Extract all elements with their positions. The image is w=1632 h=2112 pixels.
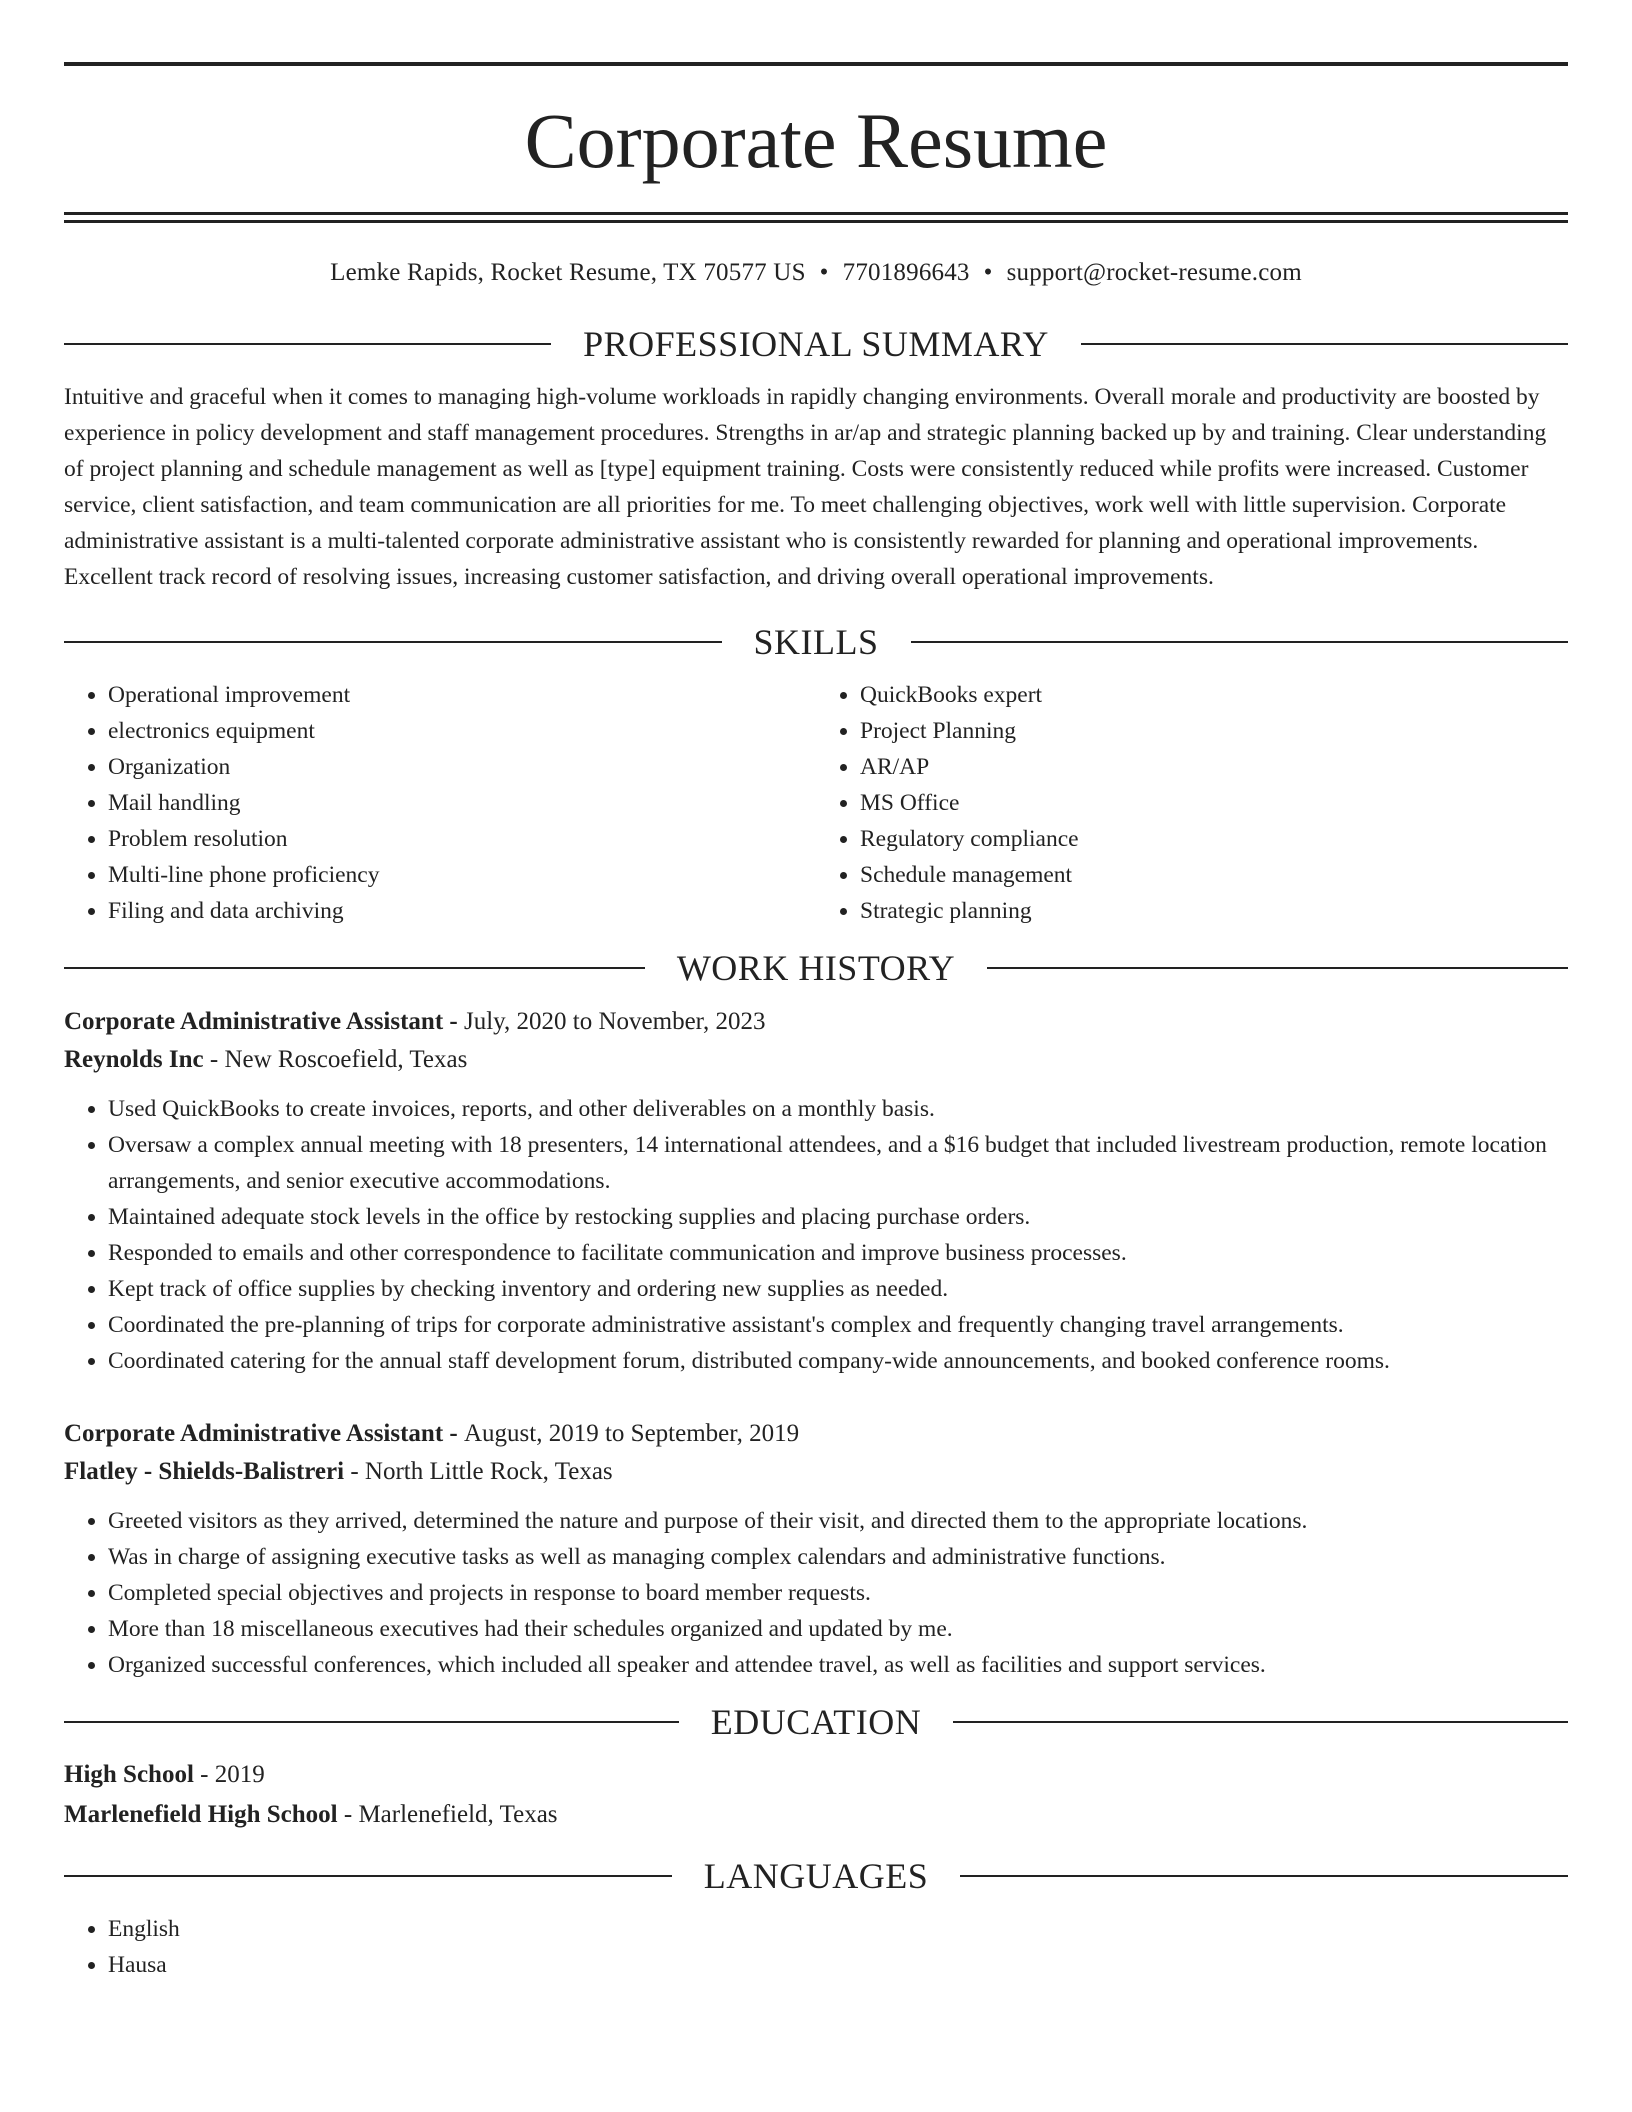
skill-item: • AR/AP (860, 749, 1568, 785)
job-bullet: • Coordinated the pre-planning of trips for corporate administrative assistant's complex and frequently changing travel arrangements. (108, 1307, 1568, 1343)
contact-phone: 7701896643 (842, 259, 970, 286)
job-entry (64, 1003, 1568, 1379)
heading-rule (953, 1721, 1568, 1723)
skills-list-left (64, 677, 816, 929)
title-double-rule (64, 212, 1568, 223)
job-bullet: • Oversaw a complex annual meeting with 18 presenters, 14 international attendees, and a $16 budget that included livestream production, remote location arrangements, and senior executive accommodations. (108, 1127, 1568, 1199)
job-title-line: Corporate Administrative Assistant - August, 2019 to September, 2019 (64, 1420, 800, 1447)
skills-section-heading (64, 621, 1568, 663)
skill-item: • electronics equipment (108, 713, 816, 749)
education-heading: EDUCATION (710, 1702, 922, 1742)
summary-heading: PROFESSIONAL SUMMARY (583, 324, 1049, 364)
language-item: • Hausa (108, 1947, 1568, 1983)
skill-item: • MS Office (860, 785, 1568, 821)
languages-section-heading (64, 1855, 1568, 1897)
resume-title: Corporate Resume (524, 97, 1108, 184)
job-bullet: • Responded to emails and other correspondence to facilitate communication and improve business processes. (108, 1235, 1568, 1271)
heading-rule (64, 967, 645, 969)
heading-rule (64, 343, 551, 345)
job-bullet: • Completed special objectives and projects in response to board member requests. (108, 1575, 1568, 1611)
skills-list-right (816, 677, 1568, 929)
job-company-line: Reynolds Inc - New Roscoefield, Texas (64, 1046, 468, 1073)
heading-rule (64, 1721, 679, 1723)
heading-rule (911, 641, 1569, 643)
skill-item: • Project Planning (860, 713, 1568, 749)
job-bullet: • Maintained adequate stock levels in the office by restocking supplies and placing purchase orders. (108, 1199, 1568, 1235)
job-bullet: • Kept track of office supplies by checking inventory and ordering new supplies as needed. (108, 1271, 1568, 1307)
job-bullet: • Used QuickBooks to create invoices, reports, and other deliverables on a monthly basis. (108, 1091, 1568, 1127)
job-title: Corporate Administrative Assistant (64, 1008, 444, 1035)
job-company: Flatley - Shields-Balistreri (64, 1458, 345, 1485)
heading-rule (1081, 343, 1568, 345)
skill-item: • Mail handling (108, 785, 816, 821)
work-heading: WORK HISTORY (676, 948, 956, 988)
job-bullets (64, 1091, 1568, 1379)
contact-separator: • (983, 259, 993, 286)
contact-address: Lemke Rapids, Rocket Resume, TX 70577 US (330, 259, 806, 286)
job-company: Reynolds Inc (64, 1046, 204, 1073)
job-entry (64, 1415, 1568, 1683)
top-rule (64, 62, 1568, 66)
job-bullet: • Coordinated catering for the annual staff development forum, distributed company-wide announcements, and booked conference rooms. (108, 1343, 1568, 1379)
job-dates: August, 2019 to September, 2019 (463, 1420, 800, 1447)
job-company-line: Flatley - Shields-Balistreri - North Little Rock, Texas (64, 1458, 613, 1485)
education-degree: High School (64, 1761, 194, 1788)
languages-list (64, 1911, 1568, 1983)
language-item: • English (108, 1911, 1568, 1947)
education-section-heading (64, 1701, 1568, 1743)
education-year: 2019 (214, 1761, 265, 1788)
education-entry (64, 1755, 1568, 1835)
skill-item: • Strategic planning (860, 893, 1568, 929)
heading-rule (64, 1875, 672, 1877)
work-section-heading (64, 947, 1568, 989)
summary-section-heading (64, 323, 1568, 365)
skills-heading: SKILLS (753, 622, 879, 662)
job-bullets (64, 1503, 1568, 1683)
job-location: New Roscoefield, Texas (224, 1046, 468, 1073)
heading-rule (960, 1875, 1568, 1877)
contact-line (64, 259, 1568, 287)
summary-text: Intuitive and graceful when it comes to managing high-volume workloads in rapidly changing environments. Overall morale and productivity are boosted by experience in policy development and staff management procedures. Strengths in ar/ap and strategic planning backed up by and training. Clear understanding of project planning and schedule management as well as [type] equipment training. Costs were consistently reduced while profits were increased. Customer service, client satisfaction, and team communication are all priorities for me. To meet challenging objectives, work well with little supervision. Corporate administrative assistant is a multi-talented corporate administrative assistant who is consistently rewarded for planning and operational improvements. Excellent track record of resolving issues, increasing customer satisfaction, and driving overall operational improvements. (64, 384, 1547, 590)
skill-item: • Operational improvement (108, 677, 816, 713)
job-location: North Little Rock, Texas (364, 1458, 613, 1485)
job-title-line: Corporate Administrative Assistant - July, 2020 to November, 2023 (64, 1008, 766, 1035)
job-dates: July, 2020 to November, 2023 (463, 1008, 766, 1035)
heading-rule (987, 967, 1568, 969)
contact-email: support@rocket-resume.com (1006, 259, 1302, 286)
job-bullet: • More than 18 miscellaneous executives had their schedules organized and updated by me. (108, 1611, 1568, 1647)
job-title: Corporate Administrative Assistant (64, 1420, 444, 1447)
skills-grid (64, 677, 1568, 929)
contact-separator: • (819, 259, 829, 286)
job-bullet: • Greeted visitors as they arrived, determined the nature and purpose of their visit, and directed them to the appropriate locations. (108, 1503, 1568, 1539)
education-location: Marlenefield, Texas (358, 1801, 558, 1828)
skill-item: • QuickBooks expert (860, 677, 1568, 713)
heading-rule (64, 641, 722, 643)
skill-item: • Multi-line phone proficiency (108, 857, 816, 893)
education-degree-line: High School - 2019 (64, 1761, 265, 1788)
skill-item: • Schedule management (860, 857, 1568, 893)
skill-item: • Organization (108, 749, 816, 785)
skill-item: • Filing and data archiving (108, 893, 816, 929)
job-bullet: • Organized successful conferences, which included all speaker and attendee travel, as well as facilities and support services. (108, 1647, 1568, 1683)
job-bullet: • Was in charge of assigning executive tasks as well as managing complex calendars and administrative functions. (108, 1539, 1568, 1575)
skill-item: • Problem resolution (108, 821, 816, 857)
education-school: Marlenefield High School (64, 1801, 338, 1828)
skill-item: • Regulatory compliance (860, 821, 1568, 857)
education-school-line: Marlenefield High School - Marlenefield, Texas (64, 1801, 558, 1828)
languages-heading: LANGUAGES (703, 1856, 929, 1896)
